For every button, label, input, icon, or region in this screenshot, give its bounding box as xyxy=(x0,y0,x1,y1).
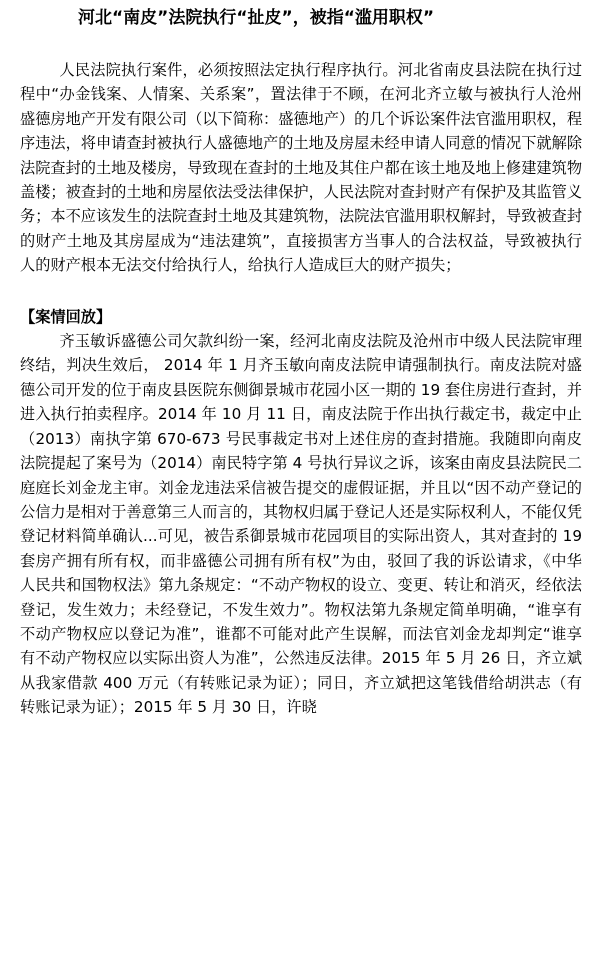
article-title: 河北“南皮”法院执行“扯皮”，被指“滥用职权” xyxy=(78,8,435,28)
intro-paragraph: 人民法院执行案件，必须按照法定执行程序执行。河北省南皮县法院在执行过程中“办金钱案、人情案、关系案”，置法律于不顾，在河北齐立敏与被执行人沧州盛德房地产开发有限公司（以下简称：盛德地产）的几个诉讼案件法官滥用职权，程序违法，将申请查封被执行人盛德地产的土地及房屋未经申请人同意的情况下就解除法院查封的土地及楼房，导致现在查封的土地及其住户都在该土地及地上修建建筑物盖楼；被查封的土地和房屋依法受法律保护，人民法院对查封财产有保护及其监管义务；本不应该发生的法院查封土地及其建筑物，法院法官滥用职权解封，导致被查封的财产土地及其房屋成为“违法建筑”，直接损害方当事人的合法权益，导致被执行人的财产根本无法交付给执行人，给执行人造成巨大的财产损失； xyxy=(20,61,582,275)
case-paragraph: 齐玉敏诉盛德公司欠款纠纷一案，经河北南皮法院及沧州市中级人民法院审理终结，判决生效后， 2014 年 1 月齐玉敏向南皮法院申请强制执行。南皮法院对盛德公司开发的位于南皮县医院东侧御景城市花园小区一期的 19 套住房进行查封，并进入执行拍卖程序。2014 年 10 月 11 日，南皮法院于作出执行裁定书，裁定中止（2013）南执字第 670-673 号民事裁定书对上述住房的查封措施。我随即向南皮法院提起了案号为（2014）南民特字第 4 号执行异议之诉，该案由南皮县法院民二庭庭长刘金龙主审。刘金龙违法采信被告提交的虚假证据，并且以“因不动产登记的公信力是相对于善意第三人而言的，其物权归属于登记人还是实际权利人，不能仅凭登记材料简单确认...可见，被告系御景城市花园项目的实际出资人，其对查封的 19 套房产拥有所有权，而非盛德公司拥有所有权”为由，驳回了我的诉讼请求，《中华人民共和国物权法》第九条规定：“不动产物权的设立、变更、转让和消灭，经依法登记，发生效力；未经登记，不发生效力”。物权法第九条规定简单明确，“谁享有不动产物权应以登记为准”，谁都不可能对此产生误解，而法官刘金龙却判定“谁享有不动产物权应以实际出资人为准”，公然违反法律。2015 年 5 月 26 日，齐立斌从我家借款 400 万元（有转账记录为证）；同日，齐立斌把这笔钱借给胡洪志（有转账记录为证）；2015 年 5 月 30 日，许晓 xyxy=(20,332,582,717)
section-heading: 【案情回放】 xyxy=(20,307,112,326)
